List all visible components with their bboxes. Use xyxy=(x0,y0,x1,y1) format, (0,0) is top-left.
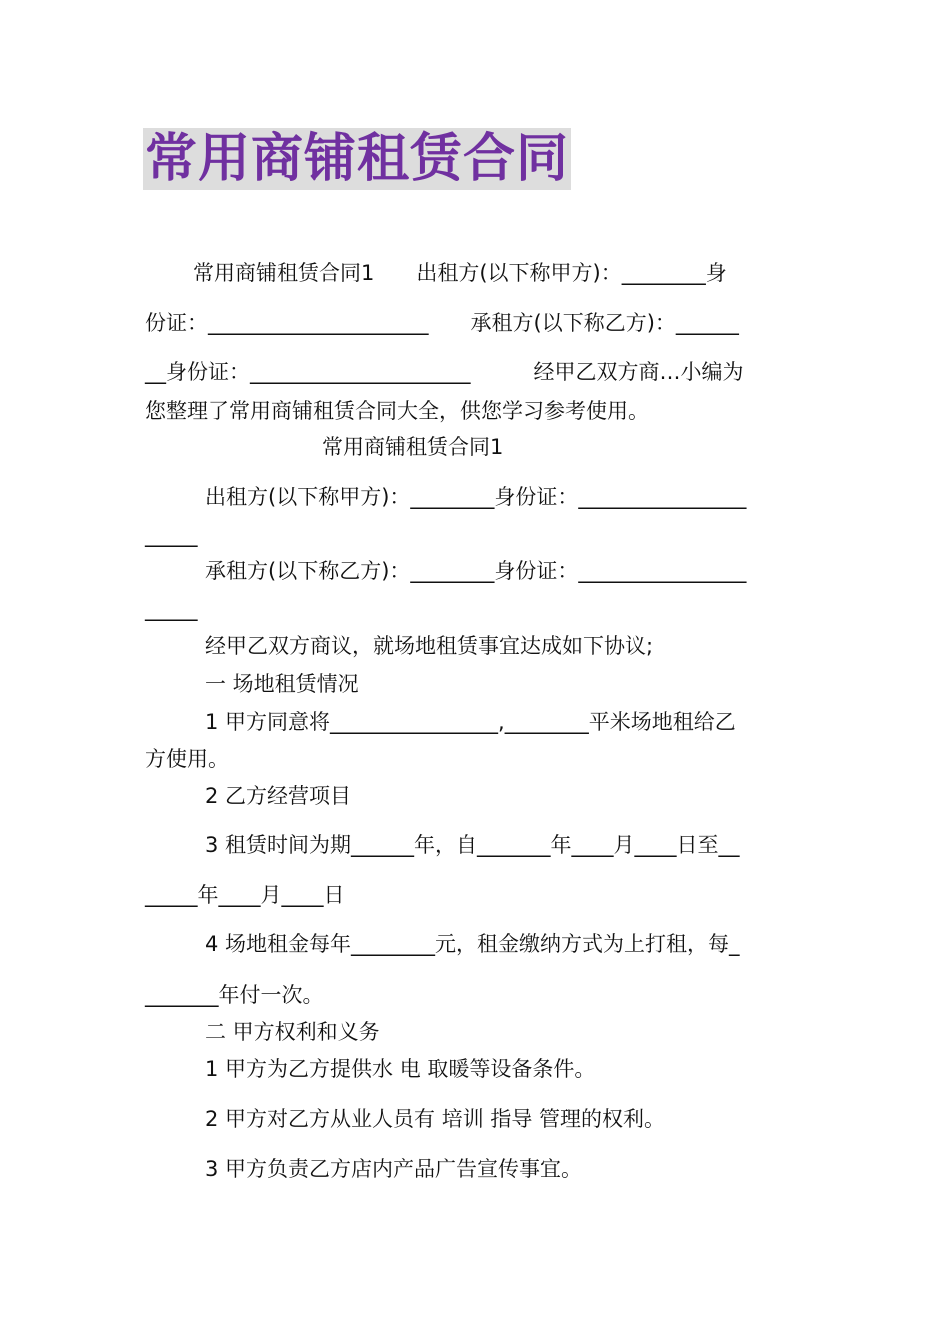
clause-1-3-cont: _____年____月____日 xyxy=(145,883,345,907)
summary-line-3: __身份证：_____________________ 经甲乙双方商…小编为 xyxy=(145,360,744,384)
section-heading-2: 二 甲方权利和义务 xyxy=(205,1020,380,1044)
clause-1-4-cont: _______年付一次。 xyxy=(145,983,324,1007)
clause-1-1: 1 甲方同意将________________,________平米场地租给乙 xyxy=(205,710,736,734)
clause-2-1: 1 甲方为乙方提供水 电 取暖等设备条件。 xyxy=(205,1057,596,1081)
contract-subtitle: 常用商铺租赁合同1 xyxy=(322,435,504,459)
clause-2-3: 3 甲方负责乙方店内产品广告宣传事宜。 xyxy=(205,1157,583,1181)
agreement-intro: 经甲乙双方商议，就场地租赁事宜达成如下协议; xyxy=(205,634,654,658)
document-title: 常用商铺租赁合同 xyxy=(145,129,570,189)
clause-1-2: 2 乙方经营项目 xyxy=(205,784,352,808)
lessor-line: 出租方(以下称甲方)：________身份证：________________ xyxy=(205,485,747,509)
clause-1-1-cont: 方使用。 xyxy=(145,747,229,771)
lessor-line-cont: _____ xyxy=(145,523,198,547)
clause-1-3: 3 租赁时间为期______年，自_______年____月____日至__ xyxy=(205,833,740,857)
summary-line-1: 常用商铺租赁合同1 出租方(以下称甲方)：________身 xyxy=(193,261,727,285)
summary-line-2: 份证：_____________________ 承租方(以下称乙方)：______ xyxy=(145,311,739,335)
clause-1-4: 4 场地租金每年________元，租金缴纳方式为上打租，每_ xyxy=(205,932,740,956)
clause-2-2: 2 甲方对乙方从业人员有 培训 指导 管理的权利。 xyxy=(205,1107,666,1131)
summary-line-4: 您整理了常用商铺租赁合同大全，供您学习参考使用。 xyxy=(145,399,649,423)
lessee-line-cont: _____ xyxy=(145,597,198,621)
section-heading-1: 一 场地租赁情况 xyxy=(205,672,359,696)
lessee-line: 承租方(以下称乙方)：________身份证：________________ xyxy=(205,559,747,583)
